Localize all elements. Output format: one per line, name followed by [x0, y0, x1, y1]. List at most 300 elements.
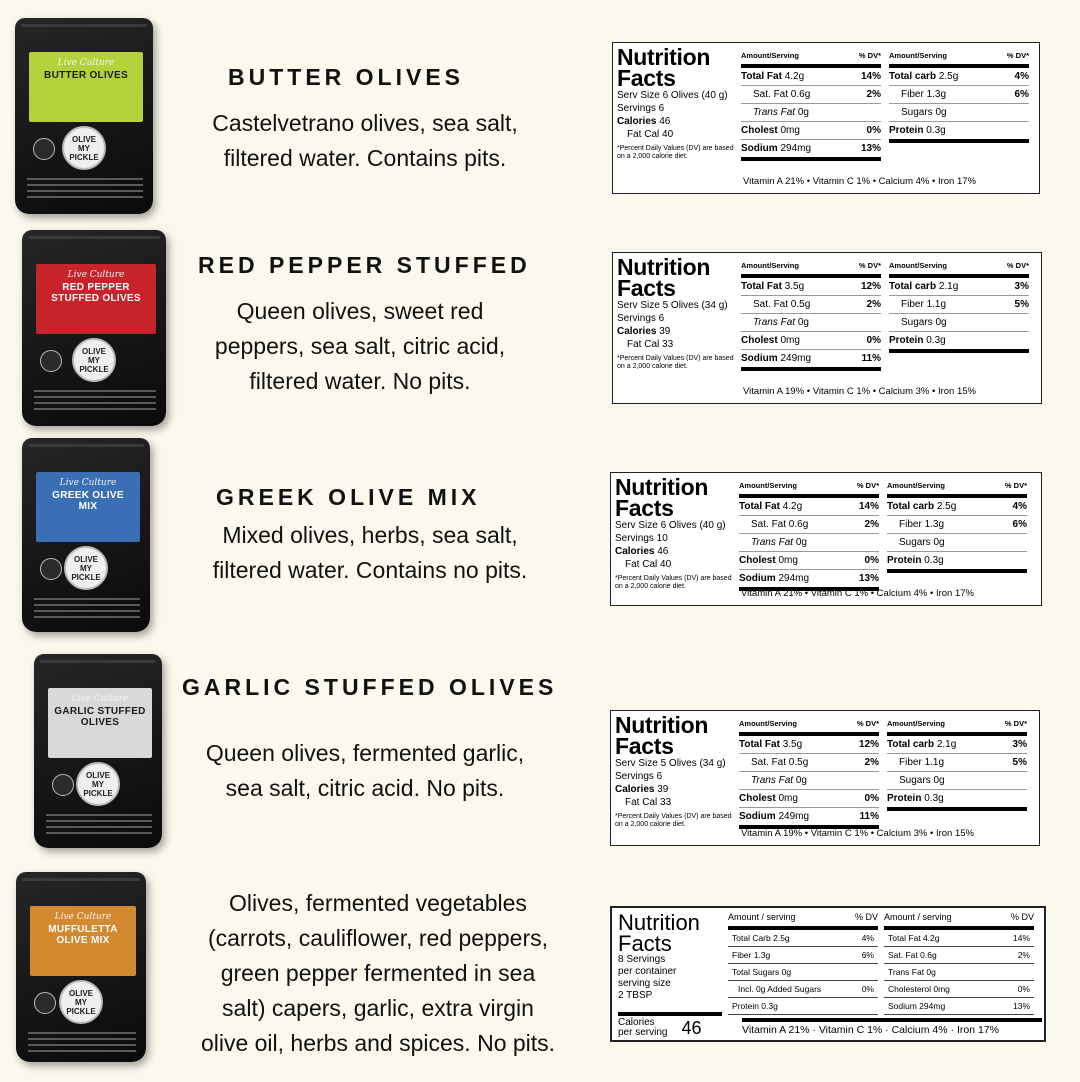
nf-nutrient-name: Sodium [741, 143, 778, 154]
nf-nutrient-name: Total Fat [739, 501, 780, 512]
nf-fat-calories: Fat Cal 40 [627, 129, 674, 140]
nf-row [889, 104, 1029, 122]
nf-row [739, 808, 879, 829]
product-bag-image [16, 872, 146, 1062]
bag-logo: OLIVE MY PICKLE [72, 338, 116, 382]
nf-nutrient-name: Sugars [901, 107, 933, 118]
bag-product-name: BUTTER OLIVES [44, 70, 128, 81]
nf-heading: Facts [615, 733, 674, 759]
nf-nutrient-dv: 0% [866, 125, 881, 136]
product-section [0, 438, 1080, 648]
nf-calories-value: 39 [657, 784, 669, 795]
nf-nutrient-dv: 2% [864, 519, 879, 530]
nf-nutrient [889, 106, 947, 119]
nf-calories [618, 1012, 722, 1039]
nf-nutrient-dv: 2% [866, 89, 881, 100]
nf-nutrient [739, 518, 808, 531]
nf-nutrient: Total Fat 4.2g [888, 933, 940, 943]
nf-nutrient-amount: 2.5g [938, 71, 959, 82]
product-section [0, 872, 1080, 1082]
nf-nutrient-amount: 0mg [778, 793, 798, 804]
nf-nutrient [741, 124, 800, 137]
nf-heading: Facts [615, 495, 674, 521]
nf-nutrient [741, 70, 804, 83]
nf-nutrient-amount: 294mg [778, 573, 810, 584]
nf-nutrient-name: Sugars [901, 317, 933, 328]
bag-product-name: GARLIC STUFFED OLIVES [54, 706, 146, 728]
nf-nutrient-amount: 1.1g [924, 757, 945, 768]
nf-column [889, 259, 1029, 353]
nf-nutrient-dv: 11% [859, 811, 879, 822]
bag-label [48, 688, 152, 758]
bag-seal-icon [52, 774, 74, 796]
nf-nutrient-amount: 0.3g [926, 335, 946, 346]
nf-column [887, 479, 1027, 573]
nf-column [739, 717, 879, 829]
nf-nutrient-name: Fiber [899, 519, 922, 530]
nf-row [741, 332, 881, 350]
nf-column-header [739, 479, 879, 498]
ingredients-text: Queen olives, fermented garlic, sea salt, citric acid. No pits. [205, 740, 525, 801]
nf-nutrient [741, 334, 800, 347]
nf-nutrient-amount: 294mg [780, 143, 812, 154]
nf-vitamins: Vitamin A 19% • Vitamin C 1% • Calcium 3% • Iron 15% [741, 828, 974, 839]
nf-nutrient-name: Total Fat [741, 71, 782, 82]
nf-amount-label: Amount/Serving [739, 481, 797, 490]
nf-nutrient [741, 280, 804, 293]
nf-amount-label: Amount/Serving [887, 481, 945, 490]
nf-nutrient-dv: 2% [864, 757, 879, 768]
bag-brand: Live Culture [59, 478, 117, 488]
nf-nutrient-name: Protein [889, 335, 924, 346]
nf-row [887, 772, 1027, 790]
nf-nutrient-amount: 0mg [780, 125, 800, 136]
nf-calories-label: Calories [617, 116, 657, 127]
nf-nutrient-dv: 12% [858, 739, 879, 750]
nf-nutrient-dv: 14% [1012, 933, 1030, 943]
nf-nutrient [889, 124, 946, 137]
nf-nutrient-amount: 0.3g [924, 555, 944, 566]
nf-row [739, 534, 879, 552]
nf-fat-calories: Fat Cal 40 [625, 559, 672, 570]
nf-nutrient [741, 142, 811, 155]
bag-logo: OLIVE MY PICKLE [64, 546, 108, 590]
bag-brand: Live Culture [67, 270, 125, 280]
nf-footnote: *Percent Daily Values (DV) are based on a 2,000 calorie diet. [615, 813, 732, 828]
nf-row [889, 332, 1029, 353]
nf-row [728, 981, 878, 998]
nf-row [887, 552, 1027, 573]
nf-nutrient-dv: 0% [864, 555, 879, 566]
nf-nutrient [887, 792, 944, 805]
nf-nutrient [739, 572, 809, 585]
nf-nutrient-dv: 6% [861, 950, 874, 960]
nf-nutrient-dv: 0% [861, 984, 874, 994]
nf-nutrient-dv: 5% [1014, 299, 1029, 310]
nf-calories [615, 545, 733, 558]
nf-row [887, 790, 1027, 811]
nf-column [728, 912, 878, 1015]
nf-nutrient-amount: 0.5g [788, 757, 809, 768]
bag-logo: OLIVE MY PICKLE [62, 126, 106, 170]
ingredients-text: Castelvetrano olives, sea salt, filtered water. Contains pits. [212, 110, 518, 171]
nf-row [728, 998, 878, 1015]
nf-column [884, 912, 1034, 1015]
nf-nutrient-dv: 3% [1012, 739, 1027, 750]
nf-dv-label: % DV [854, 912, 878, 922]
bag-fine-print [34, 390, 156, 392]
nf-amount-label: Amount/Serving [741, 51, 799, 60]
nf-amount-label: Amount/Serving [887, 719, 945, 728]
nf-nutrient-name: Cholest [739, 793, 776, 804]
nf-nutrient-amount: 0g [933, 775, 945, 786]
nf-dv-label: % DV* [858, 51, 881, 60]
nf-nutrient [889, 298, 946, 311]
nf-nutrient [741, 88, 810, 101]
nf-nutrient-dv: 3% [1014, 281, 1029, 292]
nf-row [884, 981, 1034, 998]
nf-nutrient-amount: 0.6g [790, 89, 811, 100]
nf-nutrient [889, 88, 946, 101]
nf-summary [617, 44, 735, 161]
nf-nutrient [739, 554, 798, 567]
nf-nutrient-name: Protein [887, 793, 922, 804]
nf-row [741, 278, 881, 296]
bag-brand: Live Culture [71, 694, 129, 704]
nf-vitamins: Vitamin A 21% · Vitamin C 1% · Calcium 4% · Iron 17% [742, 1018, 1042, 1036]
nf-calories-label: Calories [615, 784, 655, 795]
nf-heading: Nutrition [618, 910, 700, 935]
bag-fine-print [28, 1032, 136, 1034]
nf-row [739, 736, 879, 754]
nf-column-header [728, 912, 878, 930]
nf-row [887, 736, 1027, 754]
nf-nutrient-dv: 13% [1012, 1001, 1030, 1011]
nf-nutrient-name: Fiber [901, 299, 924, 310]
nf-nutrient-name: Sat. Fat [753, 299, 789, 310]
bag-fine-print [28, 1050, 136, 1052]
nf-dv-label: % DV* [1004, 481, 1027, 490]
nf-row [739, 790, 879, 808]
nf-nutrient-dv: 6% [1012, 519, 1027, 530]
nf-column-header [741, 259, 881, 278]
nf-calories-value: 46 [657, 546, 669, 557]
nf-servings: 8 Servings [618, 954, 666, 965]
nf-amount-label: Amount / serving [728, 912, 796, 922]
nf-nutrient-name: Total carb [889, 71, 937, 82]
nf-amount-label: Amount/Serving [739, 719, 797, 728]
nf-nutrient-amount: 0g [795, 537, 807, 548]
nf-vitamins: Vitamin A 21% • Vitamin C 1% • Calcium 4% • Iron 17% [743, 176, 976, 187]
nf-dv-label: % DV* [1006, 261, 1029, 270]
nf-column-header [889, 259, 1029, 278]
nf-nutrient: Incl. 0g Added Sugars [738, 984, 822, 994]
nf-row [739, 516, 879, 534]
nf-nutrient: Sat. Fat 0.6g [888, 950, 937, 960]
nf-summary [617, 254, 735, 371]
nf-nutrient: Sodium 294mg [888, 1001, 946, 1011]
nutrition-facts-panel [610, 906, 1046, 1042]
nf-nutrient-dv: 11% [861, 353, 881, 364]
nf-nutrient: Protein 0.3g [732, 1001, 778, 1011]
nf-row [728, 964, 878, 981]
nf-nutrient-amount: 2.1g [938, 281, 959, 292]
nf-nutrient-dv: 2% [866, 299, 881, 310]
nf-nutrient: Cholesterol 0mg [888, 984, 950, 994]
nf-nutrient [741, 106, 809, 119]
nf-dv-label: % DV [1010, 912, 1034, 922]
nf-nutrient [889, 316, 947, 329]
nf-heading: Facts [617, 275, 676, 301]
nf-nutrient-amount: 249mg [778, 811, 810, 822]
nf-nutrient-name: Cholest [741, 335, 778, 346]
nf-nutrient-name: Total carb [887, 739, 935, 750]
nf-nutrient-amount: 0mg [780, 335, 800, 346]
nf-nutrient-name: Sugars [899, 537, 931, 548]
bag-fine-print [27, 190, 143, 192]
nf-row [741, 314, 881, 332]
nf-vitamins: Vitamin A 19% • Vitamin C 1% • Calcium 3% • Iron 15% [743, 386, 976, 397]
nf-summary [615, 712, 733, 829]
nf-calories-label: Calories [615, 546, 655, 557]
nf-nutrient-dv: 6% [1014, 89, 1029, 100]
nf-nutrient [887, 774, 945, 787]
nf-nutrient [889, 70, 958, 83]
nf-nutrient-amount: 4.2g [784, 71, 805, 82]
nf-nutrient-dv: 4% [1014, 71, 1029, 82]
nf-calories-label: Calories [617, 326, 657, 337]
nf-summary [615, 474, 733, 591]
nf-nutrient [887, 554, 944, 567]
nf-nutrient-amount: 0.3g [924, 793, 944, 804]
product-title: RED PEPPER STUFFED [198, 252, 531, 278]
nf-calories-label-line2: per serving [618, 1027, 668, 1038]
nf-nutrient-dv: 5% [1012, 757, 1027, 768]
nf-column-header [887, 717, 1027, 736]
nf-column [739, 479, 879, 591]
bag-label [36, 472, 140, 542]
nf-nutrient [739, 774, 807, 787]
nf-dv-label: % DV* [1004, 719, 1027, 728]
product-title: GARLIC STUFFED OLIVES [182, 674, 558, 700]
nf-nutrient-amount: 2.5g [936, 501, 957, 512]
nf-nutrient-name: Sat. Fat [751, 519, 787, 530]
nutrition-facts-panel [610, 710, 1040, 846]
nf-column-header [739, 717, 879, 736]
bag-fine-print [27, 184, 143, 186]
ingredients-text: Queen olives, sweet red peppers, sea salt, citric acid, filtered water. No pits. [214, 298, 506, 394]
bag-fine-print [46, 814, 152, 816]
nf-nutrient-dv: 14% [860, 71, 881, 82]
bag-product-name: MUFFULETTA OLIVE MIX [48, 924, 118, 946]
nf-heading: Facts [618, 931, 672, 956]
nf-nutrient-name: Sodium [741, 353, 778, 364]
nf-nutrient-name: Total Fat [739, 739, 780, 750]
nf-row [889, 68, 1029, 86]
nf-column [889, 49, 1029, 143]
nf-nutrient-amount: 0.3g [926, 125, 946, 136]
product-section [0, 230, 1080, 440]
nf-amount-label: Amount/Serving [889, 261, 947, 270]
bag-fine-print [46, 826, 152, 828]
nf-heading: Nutrition [615, 712, 709, 738]
nf-row [741, 86, 881, 104]
nf-nutrient-dv: 4% [861, 933, 874, 943]
nf-nutrient-dv: 4% [1012, 501, 1027, 512]
nf-row [887, 534, 1027, 552]
product-title: GREEK OLIVE MIX [216, 484, 481, 510]
nf-nutrient-name: Trans Fat [753, 107, 796, 118]
nf-nutrient-name: Trans Fat [751, 775, 794, 786]
nf-footnote: *Percent Daily Values (DV) are based on a 2,000 calorie diet. [615, 575, 732, 590]
nf-nutrient [741, 352, 811, 365]
nf-nutrient-name: Sat. Fat [753, 89, 789, 100]
nf-nutrient-amount: 1.3g [924, 519, 945, 530]
nf-nutrient-name: Total carb [889, 281, 937, 292]
nf-calories-value: 46 [681, 1018, 702, 1038]
bag-logo: OLIVE MY PICKLE [76, 762, 120, 806]
nf-heading: Nutrition [617, 44, 711, 70]
nf-row [741, 122, 881, 140]
nf-nutrient-name: Trans Fat [753, 317, 796, 328]
nf-calories-label [618, 1018, 667, 1038]
nf-nutrient-amount: 0g [933, 537, 945, 548]
nf-row [741, 140, 881, 161]
nf-row [741, 350, 881, 371]
bag-seal-icon [40, 558, 62, 580]
nf-amount-label: Amount/Serving [741, 261, 799, 270]
nf-nutrient-name: Protein [889, 125, 924, 136]
nf-nutrient-name: Cholest [741, 125, 778, 136]
bag-label [36, 264, 156, 334]
nf-nutrient-amount: 4.2g [782, 501, 803, 512]
nf-heading: Nutrition [615, 474, 709, 500]
nf-row [884, 964, 1034, 981]
bag-fine-print [28, 1044, 136, 1046]
product-bag-image [22, 438, 150, 632]
nf-row [887, 516, 1027, 534]
nf-nutrient [739, 810, 809, 823]
nf-row [884, 947, 1034, 964]
nf-nutrient [739, 738, 802, 751]
nf-nutrient-name: Sugars [899, 775, 931, 786]
nf-row [889, 314, 1029, 332]
nf-nutrient [887, 756, 944, 769]
nf-servings: Servings 10 [615, 533, 668, 544]
nf-row [889, 296, 1029, 314]
nf-row [889, 86, 1029, 104]
bag-product-name: GREEK OLIVE MIX [52, 490, 124, 512]
bag-fine-print [34, 396, 156, 398]
bag-brand: Live Culture [57, 58, 115, 68]
nf-nutrient: Fiber 1.3g [732, 950, 771, 960]
nf-row [728, 947, 878, 964]
nf-nutrient-amount: 0g [797, 107, 809, 118]
nf-serving-size: Serv Size 5 Olives (34 g) [617, 300, 728, 311]
bag-fine-print [34, 408, 156, 410]
bag-fine-print [34, 610, 140, 612]
nf-nutrient-name: Fiber [901, 89, 924, 100]
nf-row [887, 754, 1027, 772]
nf-column [741, 259, 881, 371]
nf-nutrient-dv: 13% [858, 573, 879, 584]
nf-serving-size: 2 TBSP [618, 990, 653, 1001]
product-title: BUTTER OLIVES [228, 64, 465, 90]
nf-serving-size: Serv Size 6 Olives (40 g) [615, 520, 726, 531]
nf-dv-label: % DV* [1006, 51, 1029, 60]
nf-nutrient-name: Trans Fat [751, 537, 794, 548]
nf-column-header [887, 479, 1027, 498]
product-section [0, 654, 1080, 864]
nf-row [889, 122, 1029, 143]
nf-nutrient-amount: 0g [935, 107, 947, 118]
nf-nutrient-amount: 0g [795, 775, 807, 786]
nf-nutrient-amount: 249mg [780, 353, 812, 364]
nf-nutrient-amount: 0g [935, 317, 947, 328]
nf-nutrient-dv: 12% [860, 281, 881, 292]
nf-amount-label: Amount / serving [884, 912, 952, 922]
nf-nutrient-name: Sat. Fat [751, 757, 787, 768]
nutrition-facts-panel [610, 472, 1042, 606]
nf-nutrient-amount: 3.5g [784, 281, 805, 292]
nf-nutrient-amount: 2.1g [936, 739, 957, 750]
nf-nutrient-amount: 1.3g [926, 89, 947, 100]
nf-fat-calories: Fat Cal 33 [627, 339, 674, 350]
nf-serving-size: Serv Size 5 Olives (34 g) [615, 758, 726, 769]
nf-nutrient: Total Carb 2.5g [732, 933, 790, 943]
nf-nutrient-dv: 0% [1017, 984, 1030, 994]
bag-fine-print [46, 832, 152, 834]
nf-serving-size: Serv Size 6 Olives (40 g) [617, 90, 728, 101]
nf-row [884, 998, 1034, 1015]
nf-calories [617, 115, 735, 128]
nf-nutrient-dv: 0% [864, 793, 879, 804]
bag-fine-print [46, 820, 152, 822]
product-bag-image [15, 18, 153, 214]
nutrition-facts-panel [612, 42, 1040, 194]
nf-row [887, 498, 1027, 516]
nf-row [728, 930, 878, 947]
bag-label [29, 52, 143, 122]
nf-row [884, 930, 1034, 947]
nf-fat-calories: Fat Cal 33 [625, 797, 672, 808]
nf-row [739, 754, 879, 772]
nf-nutrient [889, 280, 958, 293]
bag-brand: Live Culture [54, 912, 112, 922]
nf-vitamins: Vitamin A 21% • Vitamin C 1% • Calcium 4% • Iron 17% [741, 588, 974, 599]
nf-nutrient-name: Sodium [739, 573, 776, 584]
nf-nutrient-amount: 0.5g [790, 299, 811, 310]
nf-nutrient-name: Total Fat [741, 281, 782, 292]
nf-heading: Facts [617, 65, 676, 91]
nf-nutrient-amount: 0g [797, 317, 809, 328]
nf-calories-label-line1: Calories [618, 1017, 655, 1028]
nf-nutrient-dv: 0% [866, 335, 881, 346]
nf-row [739, 772, 879, 790]
bag-seal-icon [33, 138, 55, 160]
nutrition-facts-panel [612, 252, 1042, 404]
nf-nutrient-name: Fiber [899, 757, 922, 768]
nf-row [739, 552, 879, 570]
nf-column-header [889, 49, 1029, 68]
nf-nutrient-amount: 1.1g [926, 299, 947, 310]
nf-footnote: *Percent Daily Values (DV) are based on a 2,000 calorie diet. [617, 355, 734, 370]
nf-nutrient [887, 518, 944, 531]
bag-fine-print [28, 1038, 136, 1040]
product-section [0, 18, 1080, 228]
nf-column-header [741, 49, 881, 68]
nf-nutrient [887, 536, 945, 549]
